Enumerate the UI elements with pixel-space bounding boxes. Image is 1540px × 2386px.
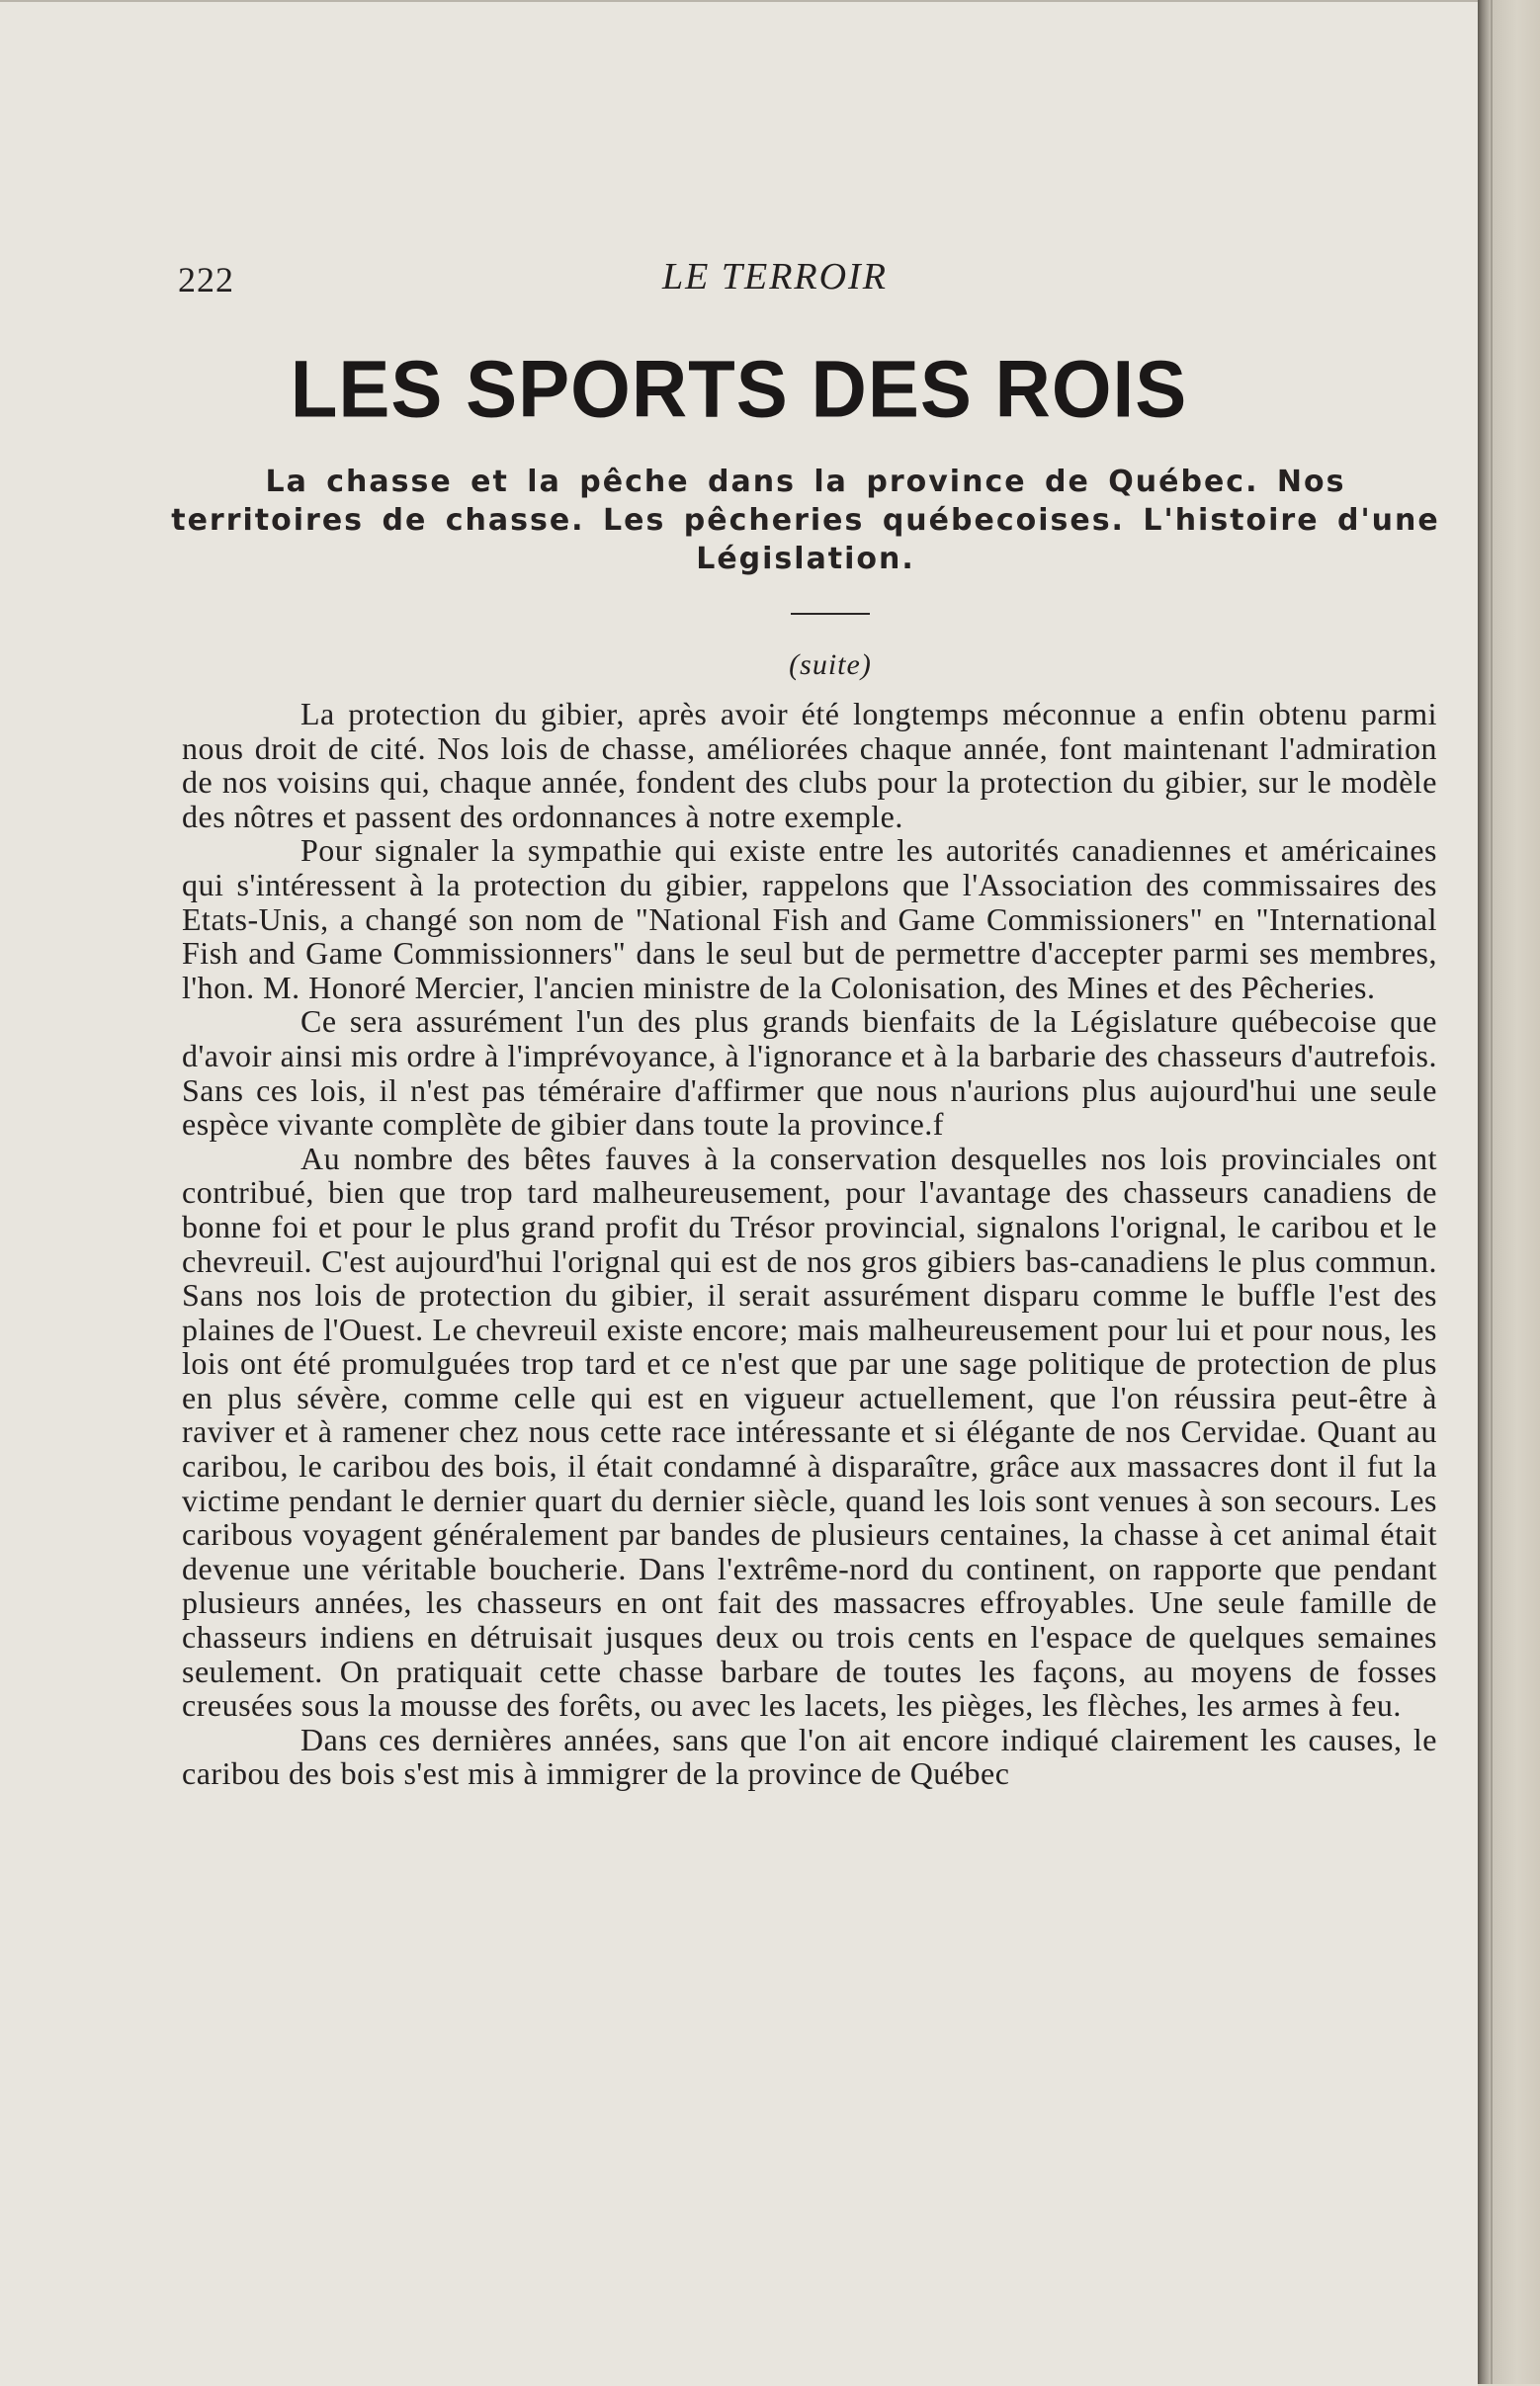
page-number: 222 (178, 260, 234, 299)
page-edge-line (1491, 0, 1493, 2384)
paragraph: Dans ces dernières années, sans que l'on ait encore indiqué clairement les causes, le caribou des bois s'est mis à immigrer de la province de Québec (182, 1721, 1437, 1792)
article-subtitle: La chasse et la pêche dans la province de Québec. Nos territoires de chasse. Les pêcheries québecoises. L'histoire d'une Législation. (171, 465, 1440, 576)
page-edge (1478, 0, 1540, 2384)
running-title: LE TERROIR (662, 256, 888, 298)
title-rule (791, 613, 870, 615)
running-head (178, 256, 1315, 308)
paragraph: Ce sera assurément l'un des plus grands bienfaits de la Législature québecoise que d'avoir ainsi mis ordre à l'imprévoyance, à l'ignorance et à la barbarie des chasseurs d'autrefois. Sans ces lois, il n'est pas téméraire d'affirmer que nous n'aurions plus aujourd'hui une seule espèce vivante complète de gibier dans toute la province.f (182, 1003, 1437, 1143)
article-body (182, 697, 1437, 1791)
paragraph: Pour signaler la sympathie qui existe entre les autorités canadiennes et américaines qui s'intéressent à la protection du gibier, rappelons que l'Association des commissaires des Etats-Unis, a changé son nom de "National Fish and Game Commissioners" en "International Fish and Game Commissionners" dans le seul but de permettre d'accepter parmi ses membres, l'hon. M. Honoré Mercier, l'ancien ministre de la Colonisation, des Mines et des Pêcheries. (182, 832, 1437, 1005)
article-title: LES SPORTS DES ROIS (290, 342, 1188, 435)
continued-text: (suite) (789, 648, 872, 681)
paragraph: La protection du gibier, après avoir été longtemps méconnue a enfin obtenu parmi nous droit de cité. Nos lois de chasse, améliorées chaque année, font maintenant l'admiration de nos voisins qui, chaque année, fondent des clubs pour la protection du gibier, sur le modèle des nôtres et passent des ordonnances à notre exemple. (182, 696, 1437, 834)
continued-label (0, 648, 1540, 682)
paragraph: Au nombre des bêtes fauves à la conservation desquelles nos lois provinciales ont contribué, bien que trop tard malheureusement, pour l'avantage des chasseurs canadiens de bonne foi et pour le plus grand profit du Trésor provincial, signalons l'orignal, le caribou et le chevreuil. C'est aujourd'hui l'orignal qui est de nos gros gibiers bas-canadiens le plus commun. Sans nos lois de protection du gibier, il serait assurément disparu comme le buffle l'est des plaines de l'Ouest. Le chevreuil existe encore; mais malheureusement pour lui et pour nous, les lois ont été promulguées trop tard et ce n'est que par une sage politique de protection de plus en plus sévère, comme celle qui est en vigueur actuellement, que l'on réussira peut-être à raviver et à ramener chez nous cette race intéressante et si élégante de nos Cervidae. Quant au caribou, le caribou des bois, il était condamné à disparaître, grâce aux massacres dont il fut la victime pendant le dernier quart du dernier siècle, quand les lois sont venues à son secours. Les caribous voyagent généralement par bandes de plusieurs centaines, la chasse à cet animal était devenue une véritable boucherie. Dans l'extrême-nord du continent, on rapporte que pendant plusieurs années, les chasseurs en ont fait des massacres effroyables. Une seule famille de chasseurs indiens en détruisait jusques deux ou trois cents en l'espace de quelques semaines seulement. On pratiquait cette chasse barbare de toutes les façons, au moyens de fosses creusées sous la mousse des forêts, ou avec les lacets, les pièges, les flèches, les armes à feu. (182, 1140, 1437, 1724)
